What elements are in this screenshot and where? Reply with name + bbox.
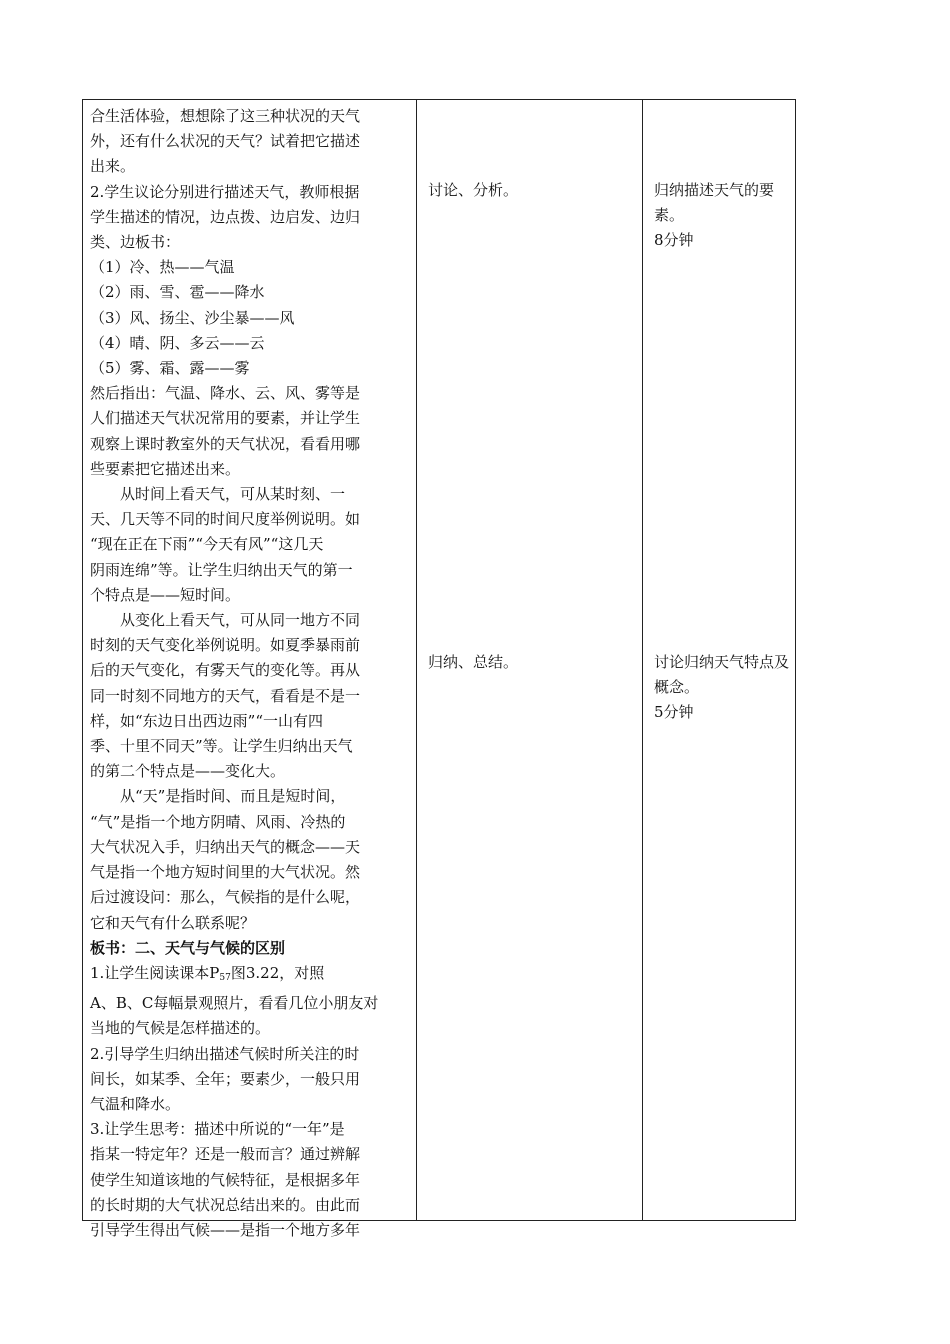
text-line: 观察上课时教室外的天气状况，看看用哪: [90, 434, 361, 453]
text-line: 出来。: [90, 157, 136, 176]
text-line: 的第二个特点是——变化大。: [90, 762, 286, 781]
text-line: （5）雾、霜、露——雾: [90, 359, 250, 378]
lesson-table: [82, 99, 796, 1239]
text-line: “现在正在下雨”“今天有风”“这几天: [90, 535, 324, 554]
text-line: 大气状况入手，归纳出天气的概念——天: [90, 837, 361, 856]
design-intent-cell: [654, 650, 794, 725]
column-divider-2: [642, 100, 643, 1220]
activity-text: 归纳、总结。: [428, 653, 519, 671]
text-line: 间长，如某季、全年；要素少，一般只用: [90, 1069, 361, 1088]
teaching-process-cell: [90, 104, 410, 1243]
intent-text: 归纳描述天气的要素。: [654, 181, 775, 224]
text-line: （2）雨、雪、雹——降水: [90, 283, 265, 302]
text-line: 季、十里不同天”等。让学生归纳出天气: [90, 737, 353, 756]
activity-text: 讨论、分析。: [428, 181, 519, 199]
text-line: 些要素把它描述出来。: [90, 459, 241, 478]
student-activity-cell: [428, 650, 518, 675]
text-line: 3.让学生思考：描述中所说的“一年”是: [90, 1120, 345, 1139]
text-line: 从“天”是指时间、而且是短时间，: [120, 787, 346, 806]
duration-text: 5分钟: [654, 703, 694, 721]
text-line: 天、几天等不同的时间尺度举例说明。如: [90, 510, 361, 529]
text-line: 人们描述天气状况常用的要素，并让学生: [90, 409, 361, 428]
text-line: 的长时期的大气状况总结出来的。由此而: [90, 1195, 361, 1214]
text-line: 2.引导学生归纳出描述气候时所关注的时: [90, 1044, 360, 1063]
page-subscript: 57: [219, 972, 231, 983]
text-line: [90, 961, 410, 991]
text-line: 它和天气有什么联系呢？: [90, 913, 256, 932]
text-line: 指某一特定年？还是一般而言？通过辨解: [90, 1145, 361, 1164]
text-line: A、B、C每幅景观照片，看看几位小朋友对: [90, 994, 379, 1013]
text-line: 引导学生得出气候——是指一个地方多年: [90, 1220, 361, 1239]
text-line: 从时间上看天气，可从某时刻、一: [120, 485, 346, 504]
duration-text: 8分钟: [654, 231, 694, 249]
design-intent-cell: [654, 178, 794, 253]
student-activity-cell: [428, 178, 518, 203]
text-line: 类、边板书：: [90, 233, 181, 252]
text-span: 1.让学生阅读课本P: [90, 963, 220, 982]
text-line: 同一时刻不同地方的天气，看看是不是一: [90, 686, 361, 705]
text-line: 气温和降水。: [90, 1094, 181, 1113]
text-line: 2.学生议论分别进行描述天气，教师根据: [90, 182, 360, 201]
text-line: 学生描述的情况，边点拨、边启发、边归: [90, 207, 361, 226]
text-line: （3）风、扬尘、沙尘暴——风: [90, 308, 295, 327]
text-line: 后的天气变化，有雾天气的变化等。再从: [90, 661, 361, 680]
text-line: 阴雨连绵”等。让学生归纳出天气的第一: [90, 560, 353, 579]
text-line: 个特点是——短时间。: [90, 585, 241, 604]
text-line: 使学生知道该地的气候特征，是根据多年: [90, 1170, 361, 1189]
text-line: 气是指一个地方短时间里的大气状况。然: [90, 863, 361, 882]
text-line: 样，如“东边日出西边雨”“一山有四: [90, 711, 324, 730]
text-line: 后过渡设问：那么，气候指的是什么呢，: [90, 888, 361, 907]
column-divider-1: [416, 100, 417, 1220]
text-line: 从变化上看天气，可从同一地方不同: [120, 611, 361, 630]
text-line: （1）冷、热——气温: [90, 258, 235, 277]
text-line: 当地的气候是怎样描述的。: [90, 1019, 271, 1038]
board-heading: 板书：二、天气与气候的区别: [90, 938, 286, 957]
text-line: 然后指出：气温、降水、云、风、雾等是: [90, 384, 361, 403]
text-line: 时刻的天气变化举例说明。如夏季暴雨前: [90, 636, 361, 655]
text-line: （4）晴、阴、多云——云: [90, 333, 265, 352]
text-line: 合生活体验，想想除了这三种状况的天气: [90, 107, 361, 125]
text-span: 图3.22，对照: [230, 963, 325, 982]
text-line: “气”是指一个地方阴晴、风雨、冷热的: [90, 812, 346, 831]
text-line: 外，还有什么状况的天气？试着把它描述: [90, 132, 361, 151]
intent-text: 讨论归纳天气特点及概念。: [654, 653, 790, 696]
